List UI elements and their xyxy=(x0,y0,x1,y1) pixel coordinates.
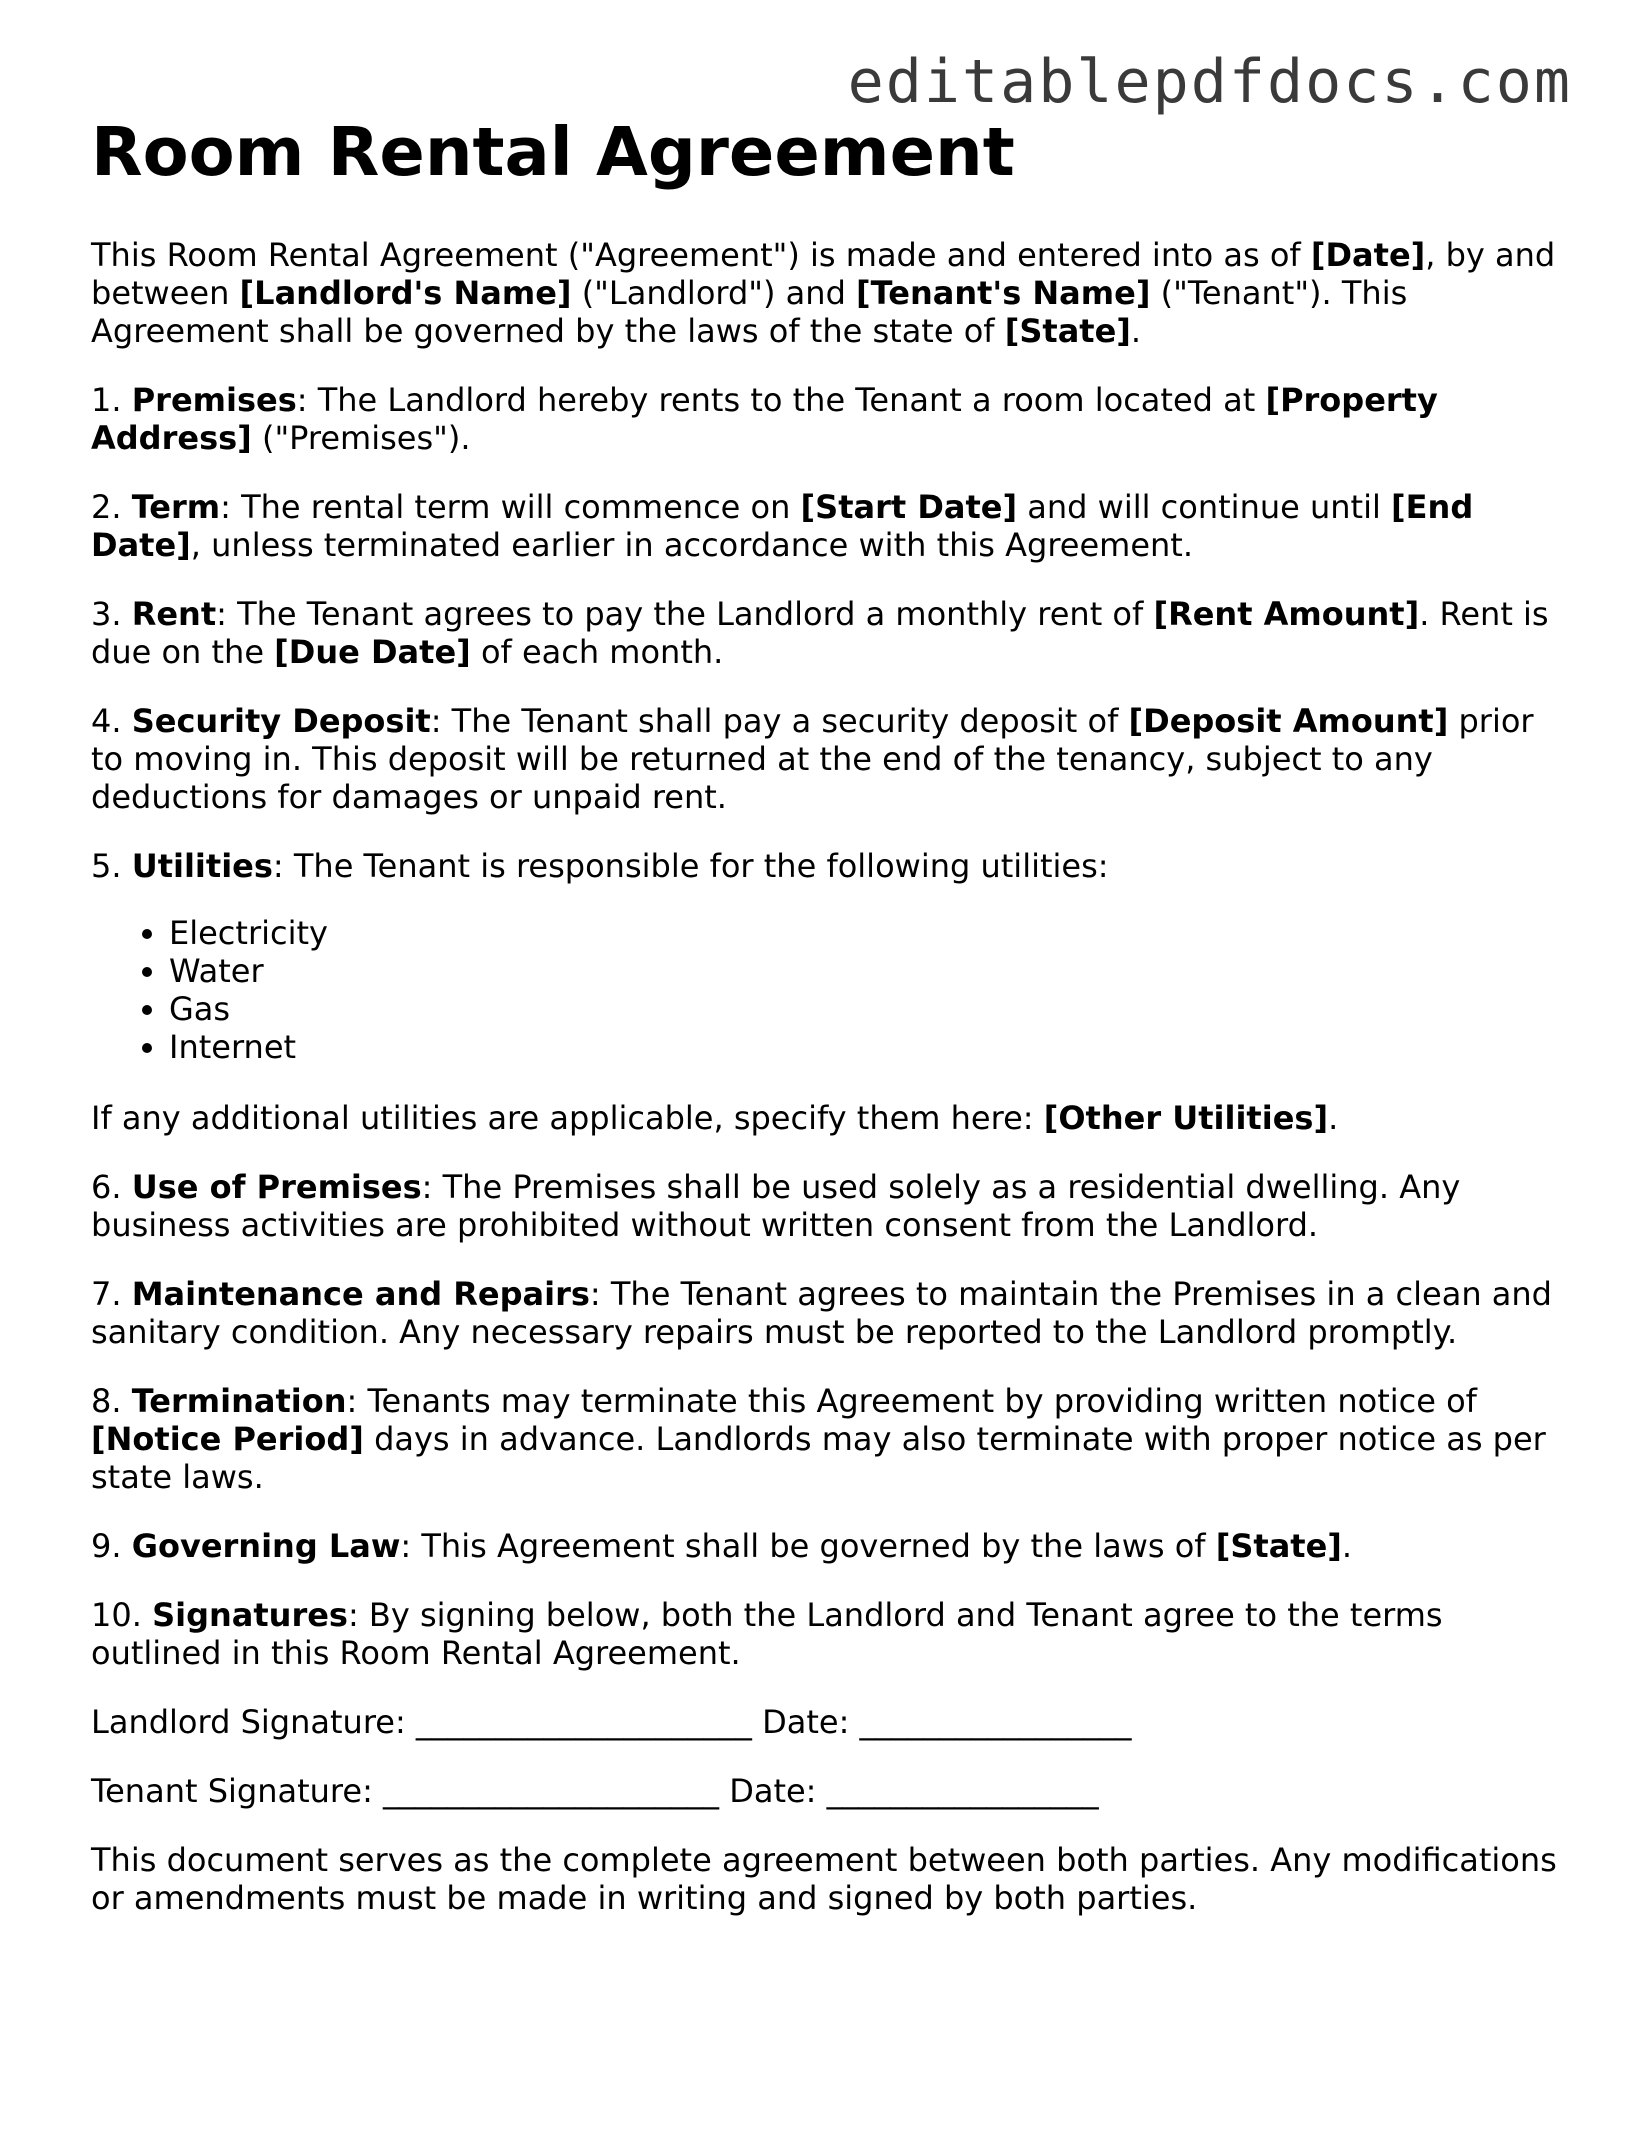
section-heading: Signatures xyxy=(152,1596,348,1635)
other-utilities-field: [Other Utilities] xyxy=(1043,1099,1329,1138)
section-heading: Security Deposit xyxy=(131,702,431,741)
section-maintenance xyxy=(91,1275,1571,1351)
list-item: • Water xyxy=(169,952,1571,990)
section-number: 6. xyxy=(91,1168,132,1207)
section-text: . Rent is due on the xyxy=(91,595,1549,672)
section-number: 5. xyxy=(91,847,132,886)
section-premises xyxy=(91,381,1571,457)
section-governing-law xyxy=(91,1527,1571,1565)
section-text: prior to moving in. This deposit will be returned at the end of the tenancy, subject to any deductions for damages or unpaid rent. xyxy=(91,702,1534,817)
section-text: . xyxy=(1341,1527,1353,1566)
section-text: : The rental term will commence on xyxy=(220,488,801,527)
section-text: of each month. xyxy=(470,633,724,672)
section-utilities xyxy=(91,847,1571,885)
other-utilities-paragraph xyxy=(91,1099,1571,1137)
landlord-name-field: [Landlord's Name] xyxy=(239,274,572,313)
section-text: , unless terminated earlier in accordance with this Agreement. xyxy=(190,526,1194,565)
intro-paragraph xyxy=(91,236,1571,350)
section-heading: Termination xyxy=(131,1382,347,1421)
landlord-signature-line: Landlord Signature: _____________________ Date: _________________ xyxy=(91,1703,1132,1742)
closing-paragraph: This document serves as the complete agreement between both parties. Any modifications or amendments must be made in writing and signed by both parties. xyxy=(91,1841,1557,1918)
due-date-field: [Due Date] xyxy=(274,633,471,672)
section-text: days in advance. Landlords may also terminate with proper notice as per state laws. xyxy=(91,1420,1546,1497)
section-number: 10. xyxy=(91,1596,153,1635)
tenant-name-field: [Tenant's Name] xyxy=(856,274,1151,313)
section-number: 4. xyxy=(91,702,132,741)
rent-amount-field: [Rent Amount] xyxy=(1153,595,1420,634)
deposit-amount-field: [Deposit Amount] xyxy=(1128,702,1449,741)
section-heading: Maintenance and Repairs xyxy=(131,1275,590,1314)
section-text: : Tenants may terminate this Agreement by providing written notice of xyxy=(346,1382,1477,1421)
section-text: : This Agreement shall be governed by the laws of xyxy=(400,1527,1216,1566)
property-address-field: [Property Address] xyxy=(91,381,1438,458)
section-text: : The Tenant is responsible for the following utilities: xyxy=(272,847,1109,886)
section-number: 3. xyxy=(91,595,132,634)
section-text: : The Landlord hereby rents to the Tenant a room located at xyxy=(296,381,1266,420)
section-text: and will continue until xyxy=(1017,488,1392,527)
section-heading: Term xyxy=(131,488,221,527)
intro-text-4: ("Tenant"). This Agreement shall be governed by the laws of the state of xyxy=(91,274,1408,351)
document-title: Room Rental Agreement xyxy=(91,113,1015,191)
intro-text-3: ("Landlord") and xyxy=(571,274,857,313)
utilities-list xyxy=(91,914,1571,1066)
start-date-field: [Start Date] xyxy=(800,488,1018,527)
date-field: [Date] xyxy=(1310,236,1426,275)
section-number: 8. xyxy=(91,1382,132,1421)
section-text: . xyxy=(1328,1099,1339,1138)
section-number: 1. xyxy=(91,381,132,420)
list-item: • Internet xyxy=(169,1028,1571,1066)
list-item: • Electricity xyxy=(169,914,1571,952)
section-number: 7. xyxy=(91,1275,132,1314)
intro-text-5: . xyxy=(1130,312,1142,351)
state-field: [State] xyxy=(1215,1527,1342,1566)
section-text: : The Premises shall be used solely as a residential dwelling. Any business activities are prohibited without written consent from the Landlord. xyxy=(91,1168,1461,1245)
tenant-signature-line: Tenant Signature: _____________________ Date: _________________ xyxy=(91,1772,1099,1811)
section-heading: Use of Premises xyxy=(131,1168,422,1207)
section-rent xyxy=(91,595,1571,671)
section-number: 9. xyxy=(91,1527,132,1566)
section-signatures xyxy=(91,1596,1571,1672)
intro-text-2: , by and between xyxy=(91,236,1556,313)
section-security-deposit xyxy=(91,702,1571,816)
notice-period-field: [Notice Period] xyxy=(91,1420,364,1459)
section-text: ("Premises"). xyxy=(251,419,471,458)
section-heading: Utilities xyxy=(131,847,273,886)
section-term xyxy=(91,488,1571,564)
section-termination xyxy=(91,1382,1571,1496)
list-item: • Gas xyxy=(169,990,1571,1028)
state-field: [State] xyxy=(1004,312,1131,351)
section-number: 2. xyxy=(91,488,132,527)
section-text: : By signing below, both the Landlord and Tenant agree to the terms outlined in this Room Rental Agreement. xyxy=(91,1596,1443,1673)
section-use-of-premises xyxy=(91,1168,1571,1244)
site-watermark: editablepdfdocs.com xyxy=(847,47,1572,117)
end-date-field: [End Date] xyxy=(91,488,1474,565)
intro-text-1: This Room Rental Agreement ("Agreement") is made and entered into as of xyxy=(91,236,1311,275)
document-body xyxy=(91,112,1571,1948)
section-text: : The Tenant agrees to pay the Landlord a monthly rent of xyxy=(216,595,1154,634)
section-text: : The Tenant shall pay a security deposit of xyxy=(430,702,1129,741)
section-text: If any additional utilities are applicable, specify them here: xyxy=(91,1099,1044,1138)
section-heading: Premises xyxy=(131,381,297,420)
section-heading: Governing Law xyxy=(131,1527,401,1566)
section-heading: Rent xyxy=(131,595,217,634)
section-text: : The Tenant agrees to maintain the Premises in a clean and sanitary condition. Any necessary repairs must be reported to the Landlord promptly. xyxy=(91,1275,1552,1352)
